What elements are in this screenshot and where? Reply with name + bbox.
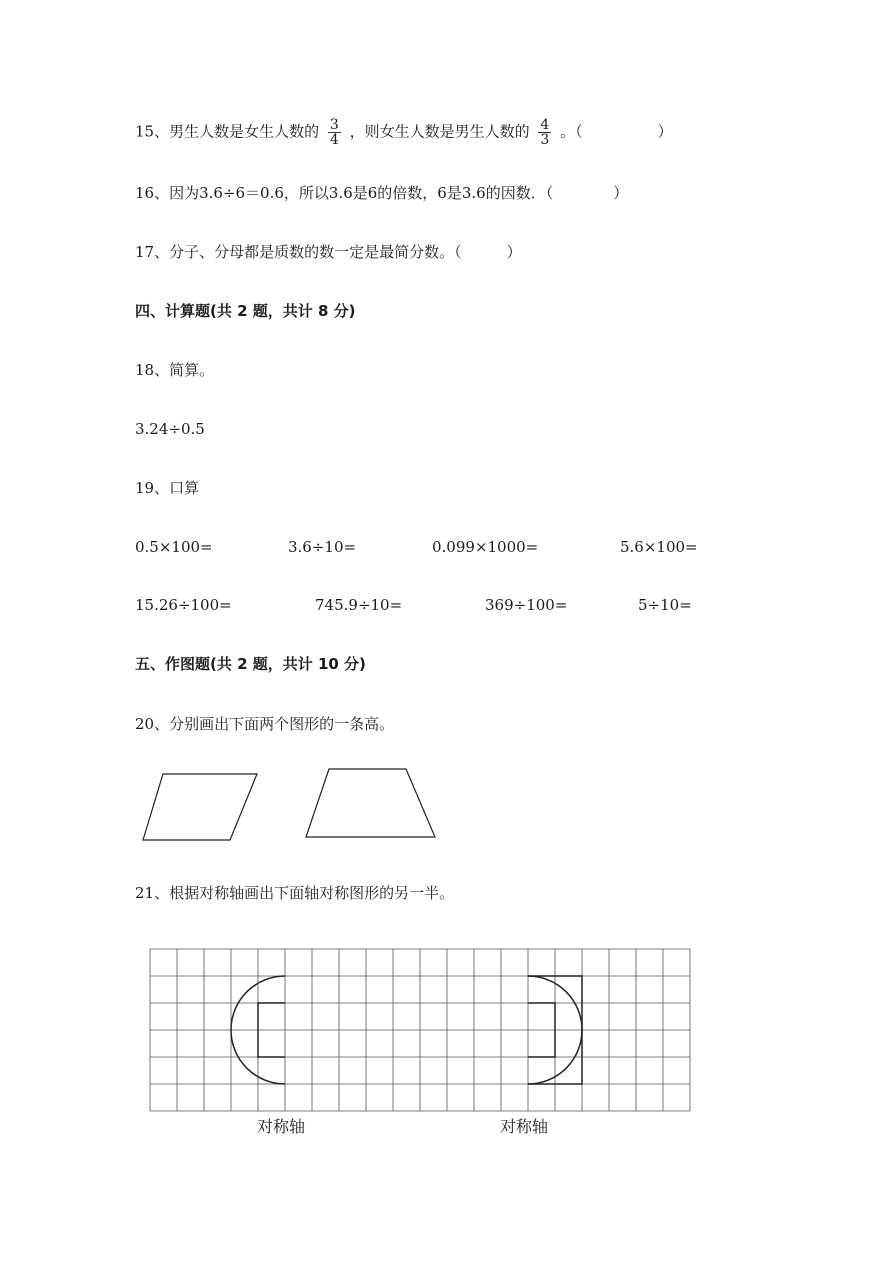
oral-calc-item: 0.099×1000= xyxy=(432,538,539,556)
question-21-title: 21、根据对称轴画出下面轴对称图形的另一半。 xyxy=(135,884,455,902)
question-15 xyxy=(135,118,673,147)
fraction-numerator: 4 xyxy=(540,117,550,133)
question-16[interactable]: 16、因为3.6÷6＝0.6，所以3.6是6的倍数，6是3.6的因数．（ ） xyxy=(135,184,629,202)
axis-label-right: 对称轴 xyxy=(500,1117,549,1136)
question-15-text-part2: ，则女生人数是男生人数的 xyxy=(349,122,530,141)
question-15-text-part1: 男生人数是女生人数的 xyxy=(169,122,320,141)
section-5-heading: 五、作图题(共 2 题，共计 10 分) xyxy=(135,655,366,673)
fraction-four-thirds xyxy=(538,118,551,147)
section-4-heading: 四、计算题(共 2 题，共计 8 分) xyxy=(135,302,356,320)
fraction-denominator: 4 xyxy=(329,132,339,148)
trapezoid-shape[interactable] xyxy=(306,769,435,837)
question-17[interactable]: 17、分子、分母都是质数的数一定是最简分数。（ ） xyxy=(135,243,522,261)
q20-shapes[interactable] xyxy=(130,760,450,850)
oral-calc-item: 369÷100= xyxy=(485,596,568,614)
oral-calc-item: 745.9÷10= xyxy=(315,596,403,614)
question-18-title: 18、简算。 xyxy=(135,361,215,379)
fraction-denominator: 3 xyxy=(540,132,550,148)
fraction-numerator: 3 xyxy=(329,117,339,133)
fraction-three-quarters xyxy=(328,118,341,147)
question-15-number: 15、 xyxy=(135,122,170,141)
question-15-answer-blank[interactable]: 。（ ） xyxy=(560,122,673,141)
oral-calc-item: 5÷10= xyxy=(638,596,692,614)
oral-calc-item: 0.5×100= xyxy=(135,538,213,556)
parallelogram-shape[interactable] xyxy=(143,774,257,840)
question-18-expression: 3.24÷0.5 xyxy=(135,420,205,438)
oral-calc-item: 15.26÷100= xyxy=(135,596,232,614)
axis-label-left: 对称轴 xyxy=(257,1117,306,1136)
question-19-title: 19、口算 xyxy=(135,479,200,497)
oral-calc-item: 5.6×100= xyxy=(620,538,698,556)
symmetry-grid[interactable] xyxy=(148,946,696,1114)
question-20-title: 20、分别画出下面两个图形的一条高。 xyxy=(135,715,395,733)
oral-calc-item: 3.6÷10= xyxy=(288,538,357,556)
